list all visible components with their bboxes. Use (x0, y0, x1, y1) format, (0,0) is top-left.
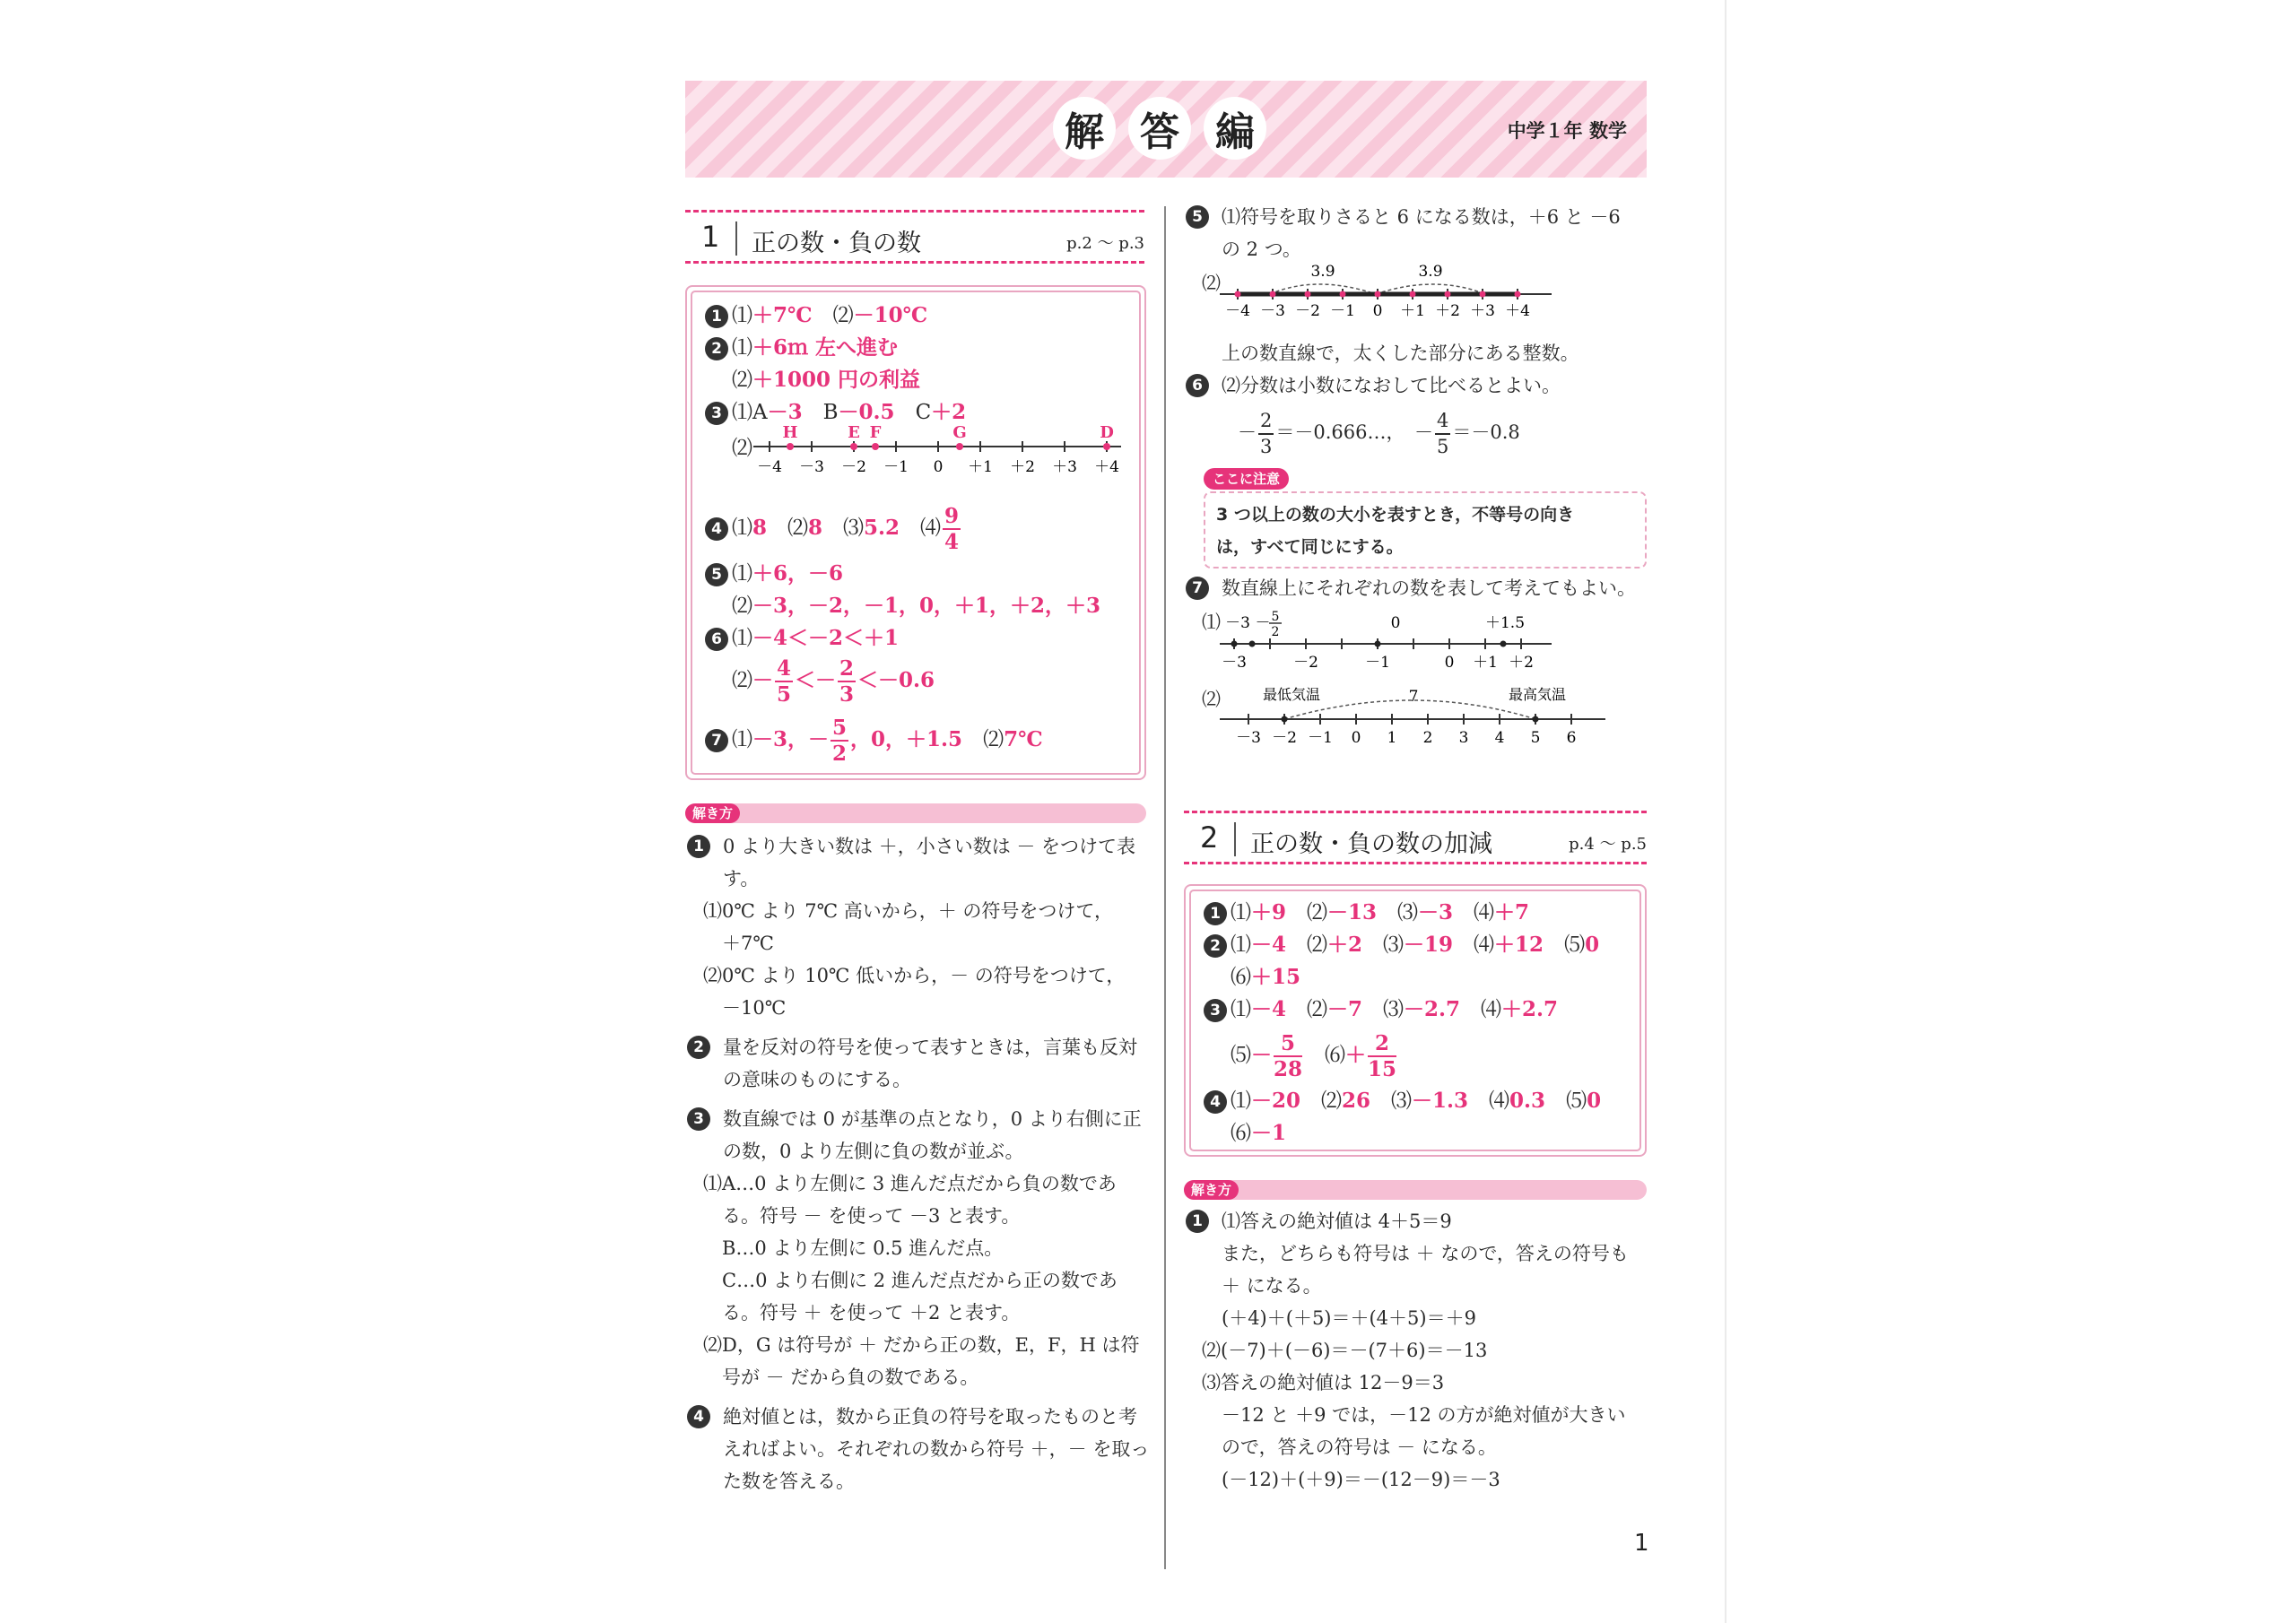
nl-point (872, 443, 879, 450)
nl-tick-label: ＋2 (1509, 654, 1534, 672)
nl-point-label: D (1100, 425, 1114, 442)
nl-e7-1-label: ⑴ (1202, 612, 1221, 633)
high-temp-label: 最高気温 (1508, 686, 1567, 703)
nl-tick-label: 4 (1494, 729, 1505, 747)
page-number: 1 (1634, 1530, 1649, 1557)
question-mark: 3 (705, 402, 728, 425)
number-line-q3 (753, 425, 1130, 479)
diff-label: 7 (1408, 688, 1419, 706)
nl-tick-label: 6 (1566, 729, 1577, 747)
fraction: $\frac{5}{28}$ (1274, 1031, 1303, 1081)
question-mark: 6 (1186, 374, 1209, 397)
answer2-q3-1: 3 ⑴－4 ⑵－7 ⑶－2.7 ⑷＋2.7 (1204, 994, 1558, 1026)
nl-tick-label: 0 (1372, 302, 1383, 317)
explanation-1: 1 0 より大きい数は ＋，小さい数は － をつけて表 す。 ⑴0℃ より 7℃ 高いから，＋ の符号をつけて， ＋7℃ ⑵0℃ より 10℃ 低いから，－ の符号をつけて， －10℃ 2 量を反対の符号を使って表すときは，言葉も反対 の意味のものにする。 3 数直線では 0 が基準の点となり，0 より右側に正 の数，0 より左側に負の数が並ぶ。 ⑴A…0 より左側に 3 進んだ点だから負の数であ る。符号 － を使って －3 と表す。 B…0 より左側に 0.5 進んだ点。 C…0 より右側に 2 進んだ点だから正の数であ る。符号 ＋ を使って ＋2 と表す。 ⑵D，G は符号が ＋ だから正の数，E，F，H は符 号が － だから負の数である。 4 絶対値とは，数から正負の符号を取ったものと考 えればよい。それぞれの数から符号 ＋，－ を取っ た数を答える。 (685, 830, 1152, 1497)
nl-tick-label: －3 (1222, 654, 1247, 672)
nl-tick-label: 0 (1351, 729, 1361, 747)
note-box: 3 つ以上の数の大小を表すとき，不等号の向き は，すべて同じにする。 (1204, 491, 1647, 568)
nl-tick-label: ＋2 (1010, 458, 1035, 476)
nl-tick-label: －1 (1308, 729, 1333, 747)
nl-e7-2-label: ⑵ (1202, 689, 1221, 710)
answer-q6-1: 6 ⑴－4＜－2＜＋1 (705, 622, 899, 655)
nl-tick-label: 3 (1458, 729, 1469, 747)
nl-tick-label: 2 (1422, 729, 1433, 747)
answer-q4: 4 ⑴8 ⑵8 ⑶5.2 ⑷ $\frac{9}{4}$ (705, 504, 962, 554)
nl-tick-label: 5 (1530, 729, 1541, 747)
nl-top-label: ＋1.5 (1484, 614, 1526, 632)
nl-point-label: E (848, 425, 860, 442)
nl-point (850, 443, 857, 450)
question-mark: 4 (687, 1405, 710, 1428)
kaikata-bar-1 (685, 803, 1146, 823)
answer-q2-2: ⑵＋1000 円の利益 (732, 368, 921, 392)
kaikata-label: 解き方 (1184, 1180, 1239, 1200)
question-mark: 3 (687, 1107, 710, 1131)
arc-label: 3.9 (1310, 264, 1335, 281)
nl-tick-label: 0 (933, 458, 944, 476)
question-mark: 7 (705, 729, 728, 752)
question-mark: 4 (705, 517, 728, 541)
answer-page (685, 81, 1647, 1569)
answer-q1: 1 ⑴＋7℃ ⑵－10℃ (705, 299, 927, 332)
question-mark: 6 (705, 628, 728, 651)
answer-q6-2: ⑵－ $\frac{4}{5}$ ＜－ $\frac{2}{3}$ ＜－0.6 (732, 656, 935, 707)
section-1-header (685, 210, 1144, 264)
nl-tick-label: 1 (1387, 729, 1397, 747)
nl-tick-label: －4 (757, 458, 782, 476)
answer2-q4-1: 4 ⑴－20 ⑵26 ⑶－1.3 ⑷0.3 ⑸0 (1204, 1085, 1601, 1117)
nl-point-label: F (869, 425, 882, 442)
e5-after-text: 上の数直線で，太くした部分にある整数。 (1222, 343, 1579, 364)
section-divider (735, 221, 737, 256)
nl-tick-label: ＋3 (1470, 302, 1495, 317)
answer-q7: 7 ⑴－3，－ $\frac{5}{2}$ ，0，＋1.5 ⑵7℃ (705, 714, 1043, 766)
nl-tick-label: －2 (1295, 302, 1320, 317)
nl-point-label: H (782, 425, 798, 442)
answer2-q4-2: ⑹－1 (1231, 1121, 1287, 1145)
nl-top-label: 5 (1271, 610, 1280, 624)
subject-label: 中学１年 数学 (1507, 120, 1627, 142)
question-mark: 1 (1204, 902, 1227, 925)
answer-q3-2-label: ⑵ (732, 437, 752, 460)
section-title: 正の数・負の数の加減 (1250, 830, 1492, 858)
answer2-q3-2: ⑸－ $\frac{5}{28}$ ⑹＋ $\frac{2}{15}$ (1231, 1031, 1397, 1081)
title-char: 解 (1053, 97, 1116, 160)
question-mark: 1 (687, 835, 710, 858)
low-temp-label: 最低気温 (1262, 686, 1321, 703)
answer-q3-1: 3 ⑴A－3 B－0.5 C＋2 (705, 396, 966, 429)
nl-tick-label: ＋1 (1473, 654, 1498, 672)
number-line-e5 (1220, 264, 1561, 317)
nl-point-label: G (952, 425, 967, 442)
nl-tick-label: －1 (1330, 302, 1355, 317)
nl-top-label: 2 (1271, 625, 1280, 639)
nl-top-label: － (1255, 614, 1271, 632)
nl-tick-label: ＋1 (968, 458, 993, 476)
nl-tick-label: ＋4 (1505, 302, 1530, 317)
section-divider (1234, 822, 1236, 856)
fraction: $\frac{5}{2}$ (832, 716, 848, 766)
nl-tick-label: －3 (1260, 302, 1285, 317)
fraction: $\frac{4}{5}$ (777, 656, 792, 707)
answer2-q2-2: ⑹＋15 (1231, 965, 1301, 989)
nl-tick-label: －1 (1365, 654, 1390, 672)
fraction: $\frac{4}{5}$ (1437, 409, 1449, 457)
title-char: 答 (1128, 97, 1191, 160)
explanation-5: 5 ⑴符号を取りさると 6 になる数は，＋6 と －6 の 2 つ。 (1184, 201, 1647, 265)
question-mark: 3 (1204, 999, 1227, 1022)
section-pages: p.2 ～ p.3 (1066, 234, 1144, 253)
nl-tick-label: －2 (1293, 654, 1318, 672)
nl-e5-label: ⑵ (1202, 273, 1221, 294)
arc-label: 3.9 (1418, 264, 1443, 281)
section-2-header (1184, 811, 1647, 864)
kaikata-bar-2 (1184, 1180, 1647, 1200)
header-banner (685, 81, 1647, 178)
question-mark: 4 (1204, 1090, 1227, 1114)
page-title (1053, 97, 1266, 160)
title-char: 編 (1204, 97, 1266, 160)
nl-top-label: －3 (1225, 614, 1250, 632)
answer-q5-2: ⑵－3，－2，－1，0，＋1，＋2，＋3 (732, 594, 1101, 618)
nl-point (787, 443, 794, 450)
nl-tick-label: －4 (1225, 302, 1250, 317)
page-edge-line (1725, 0, 1726, 1623)
nl-tick-label: 0 (1444, 654, 1455, 672)
section-number: 1 (701, 220, 720, 254)
nl-tick-label: －3 (1236, 729, 1261, 747)
nl-point (1103, 443, 1110, 450)
answer-q2-1: 2 ⑴＋6ｍ 左へ進む (705, 332, 898, 364)
answer2-q1: 1 ⑴＋9 ⑵－13 ⑶－3 ⑷＋7 (1204, 897, 1529, 929)
e6-fractions: － $\frac{2}{3}$ ＝－0.666…， － $\frac{4}{5}$ ＝－0.8 (1238, 409, 1520, 457)
section-pages: p.4 ～ p.5 (1569, 835, 1647, 854)
question-mark: 2 (705, 337, 728, 360)
fraction: $\frac{2}{3}$ (1260, 409, 1273, 457)
question-mark: 2 (687, 1036, 710, 1059)
column-separator (1164, 206, 1166, 1569)
question-mark: 1 (1186, 1210, 1209, 1233)
nl-tick-label: ＋1 (1400, 302, 1425, 317)
explanation-6: 6 ⑵分数は小数になおして比べるとよい。 (1184, 369, 1647, 402)
nl-tick-label: －1 (883, 458, 909, 476)
nl-point (956, 443, 963, 450)
kaikata-label: 解き方 (685, 803, 740, 823)
question-mark: 2 (1204, 934, 1227, 958)
question-mark: 5 (1186, 205, 1209, 229)
number-line-e7-1 (1220, 606, 1578, 678)
fraction: $\frac{9}{4}$ (944, 504, 960, 554)
nl-tick-label: －2 (1272, 729, 1297, 747)
section-number: 2 (1200, 820, 1219, 855)
question-mark: 7 (1186, 577, 1209, 600)
nl-tick-label: ＋4 (1094, 458, 1119, 476)
nl-tick-label: －2 (841, 458, 866, 476)
fraction: $\frac{2}{15}$ (1368, 1031, 1397, 1081)
nl-top-label: 0 (1390, 614, 1401, 632)
fraction: $\frac{2}{3}$ (839, 656, 855, 707)
explanation-7: 7 数直線上にそれぞれの数を表して考えてもよい。 (1184, 572, 1647, 604)
nl-tick-label: ＋2 (1435, 302, 1460, 317)
explanation-2-1: 1 ⑴答えの絶対値は 4＋5＝9 また，どちらも符号は ＋ なので，答えの符号も ＋ になる。 (＋4)＋(＋5)＝＋(4＋5)＝＋9 ⑵(－7)＋(－6)＝－(7＋6)＝－13 ⑶答えの絶対値は 12－9＝3 －12 と ＋9 では，－12 の方が絶対値が大きい ので，答えの符号は － になる。 (－12)＋(＋9)＝－(12－9)＝－3 (1184, 1205, 1647, 1496)
answer-q5-1: 5 ⑴＋6，－6 (705, 558, 843, 590)
nl-tick-label: ＋3 (1052, 458, 1077, 476)
section-title: 正の数・負の数 (752, 230, 921, 257)
nl-tick-label: －3 (799, 458, 824, 476)
note-tag: ここに注意 (1204, 468, 1289, 490)
question-mark: 1 (705, 305, 728, 328)
answer2-q2-1: 2 ⑴－4 ⑵＋2 ⑶－19 ⑷＋12 ⑸0 (1204, 929, 1599, 961)
question-mark: 5 (705, 563, 728, 586)
number-line-e7-2 (1220, 681, 1614, 753)
